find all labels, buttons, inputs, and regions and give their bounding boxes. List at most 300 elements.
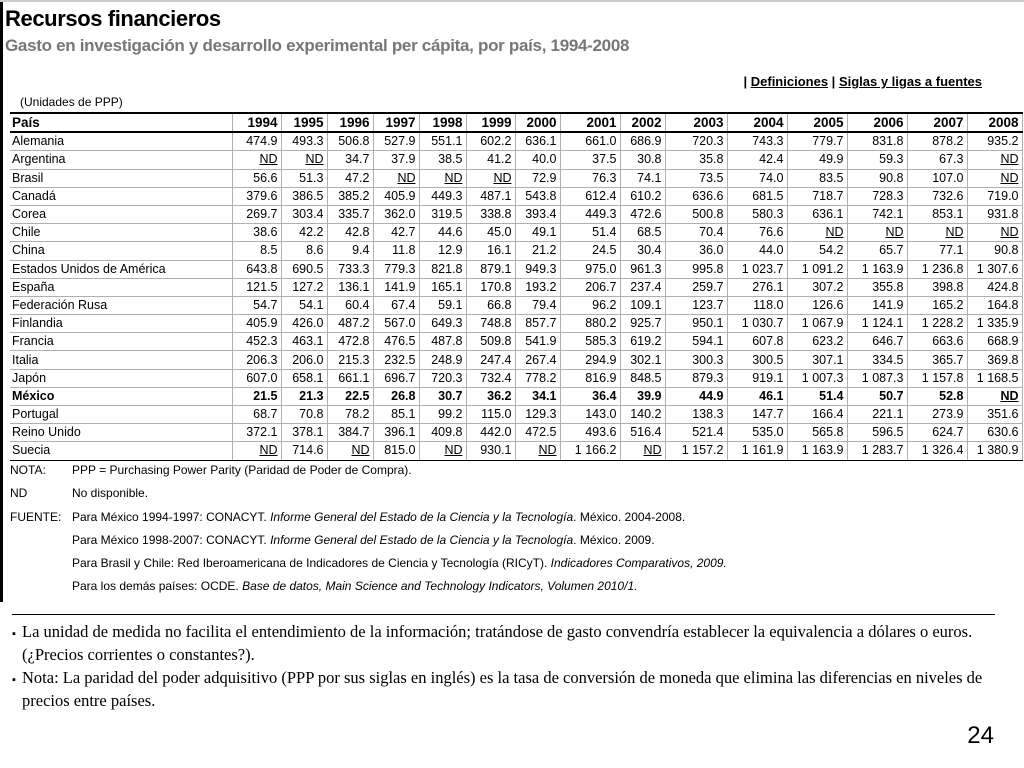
value-cell: 630.6 (967, 424, 1022, 442)
value-cell: 51.4 (787, 387, 847, 405)
value-cell: 369.8 (967, 351, 1022, 369)
value-cell: 661.1 (327, 369, 373, 387)
value-cell: 42.2 (281, 224, 327, 242)
value-cell: 123.7 (665, 296, 727, 314)
value-cell: 516.4 (620, 424, 665, 442)
value-cell: 138.3 (665, 406, 727, 424)
value-cell: ND (466, 169, 515, 187)
value-cell: 748.8 (466, 315, 515, 333)
value-cell: 831.8 (847, 132, 907, 151)
value-cell: 619.2 (620, 333, 665, 351)
year-column-header: 2000 (515, 113, 560, 132)
value-cell: 269.7 (232, 205, 281, 223)
value-cell: 70.4 (665, 224, 727, 242)
acronyms-link[interactable]: Siglas y ligas a fuentes (838, 74, 982, 89)
bullet-marker: ▪ (12, 628, 16, 640)
value-cell: 37.5 (560, 151, 620, 169)
value-cell: 59.1 (419, 296, 466, 314)
year-column-header: 2008 (967, 113, 1022, 132)
value-cell: 472.6 (620, 205, 665, 223)
value-cell: 405.9 (373, 187, 419, 205)
value-cell: 476.5 (373, 333, 419, 351)
value-cell: 506.8 (327, 132, 373, 151)
value-cell: 879.3 (665, 369, 727, 387)
value-cell: 610.2 (620, 187, 665, 205)
value-cell: 386.5 (281, 187, 327, 205)
value-cell: 594.1 (665, 333, 727, 351)
value-cell: 442.0 (466, 424, 515, 442)
value-cell: 121.5 (232, 278, 281, 296)
value-cell: 681.5 (727, 187, 787, 205)
value-cell: 919.1 (727, 369, 787, 387)
value-cell: 76.3 (560, 169, 620, 187)
value-cell: 778.2 (515, 369, 560, 387)
value-cell: 165.1 (419, 278, 466, 296)
value-cell: 1 163.9 (847, 260, 907, 278)
nd-text: No disponible. (72, 486, 149, 500)
value-cell: 816.9 (560, 369, 620, 387)
value-cell: 950.1 (665, 315, 727, 333)
value-cell: ND (281, 151, 327, 169)
year-column-header: 1997 (373, 113, 419, 132)
value-cell: 303.4 (281, 205, 327, 223)
value-cell: 733.3 (327, 260, 373, 278)
value-cell: 624.7 (907, 424, 967, 442)
value-cell: 74.0 (727, 169, 787, 187)
value-cell: 472.8 (327, 333, 373, 351)
page-title: Recursos financieros (5, 6, 221, 31)
country-cell: Alemania (10, 132, 232, 151)
value-cell: 22.5 (327, 387, 373, 405)
value-cell: 42.4 (727, 151, 787, 169)
value-cell: 300.5 (727, 351, 787, 369)
bullet-item (12, 620, 1007, 666)
value-cell: 1 124.1 (847, 315, 907, 333)
value-cell: 38.5 (419, 151, 466, 169)
country-cell: Italia (10, 351, 232, 369)
value-cell: 961.3 (620, 260, 665, 278)
link-separator: | (743, 74, 748, 89)
country-cell: Finlandia (10, 315, 232, 333)
source-2 (10, 533, 655, 547)
country-cell: Reino Unido (10, 424, 232, 442)
table-row (10, 260, 1022, 278)
value-cell: 815.0 (373, 442, 419, 460)
value-cell: 643.8 (232, 260, 281, 278)
value-cell: 384.7 (327, 424, 373, 442)
value-cell: ND (232, 442, 281, 460)
link-separator: | (831, 74, 836, 89)
country-cell: Brasil (10, 169, 232, 187)
value-cell: 426.0 (281, 315, 327, 333)
value-cell: 1 067.9 (787, 315, 847, 333)
year-column-header: 1995 (281, 113, 327, 132)
value-cell: 46.1 (727, 387, 787, 405)
value-cell: 879.1 (466, 260, 515, 278)
value-cell: 535.0 (727, 424, 787, 442)
value-cell: 72.9 (515, 169, 560, 187)
value-cell: 68.7 (232, 406, 281, 424)
value-cell: 36.0 (665, 242, 727, 260)
value-cell: 1 307.6 (967, 260, 1022, 278)
value-cell: 602.2 (466, 132, 515, 151)
value-cell: 273.9 (907, 406, 967, 424)
value-cell: 405.9 (232, 315, 281, 333)
value-cell: 136.1 (327, 278, 373, 296)
table-body (10, 132, 1022, 460)
table-row (10, 369, 1022, 387)
country-column-header: País (10, 113, 232, 132)
value-cell: 1 161.9 (727, 442, 787, 460)
year-column-header: 2004 (727, 113, 787, 132)
value-cell: 378.1 (281, 424, 327, 442)
value-cell: 67.4 (373, 296, 419, 314)
value-cell: 690.5 (281, 260, 327, 278)
value-cell: 41.2 (466, 151, 515, 169)
value-cell: 68.5 (620, 224, 665, 242)
value-cell: 334.5 (847, 351, 907, 369)
value-cell: 487.8 (419, 333, 466, 351)
value-cell: 54.2 (787, 242, 847, 260)
value-cell: 409.8 (419, 424, 466, 442)
value-cell: 686.9 (620, 132, 665, 151)
value-cell: 30.8 (620, 151, 665, 169)
value-cell: 779.3 (373, 260, 419, 278)
value-cell: 474.9 (232, 132, 281, 151)
value-cell: 452.3 (232, 333, 281, 351)
value-cell: 85.1 (373, 406, 419, 424)
value-cell: ND (847, 224, 907, 242)
value-cell: 96.2 (560, 296, 620, 314)
value-cell: 1 157.8 (907, 369, 967, 387)
value-cell: 636.1 (787, 205, 847, 223)
page-number: 24 (967, 722, 994, 749)
value-cell: 935.2 (967, 132, 1022, 151)
value-cell: 37.9 (373, 151, 419, 169)
value-cell: 487.2 (327, 315, 373, 333)
value-cell: 74.1 (620, 169, 665, 187)
value-cell: 51.3 (281, 169, 327, 187)
table-row (10, 187, 1022, 205)
value-cell: 493.3 (281, 132, 327, 151)
country-cell: Japón (10, 369, 232, 387)
value-cell: 126.6 (787, 296, 847, 314)
value-cell: 11.8 (373, 242, 419, 260)
value-cell: 35.8 (665, 151, 727, 169)
value-cell: 26.8 (373, 387, 419, 405)
value-cell: 99.2 (419, 406, 466, 424)
bullet-list (12, 620, 1007, 712)
value-cell: 141.9 (847, 296, 907, 314)
value-cell: 21.3 (281, 387, 327, 405)
value-cell: 232.5 (373, 351, 419, 369)
value-cell: 51.4 (560, 224, 620, 242)
country-cell: China (10, 242, 232, 260)
value-cell: 1 236.8 (907, 260, 967, 278)
value-cell: 487.1 (466, 187, 515, 205)
value-cell: 73.5 (665, 169, 727, 187)
value-cell: 79.4 (515, 296, 560, 314)
country-cell: México (10, 387, 232, 405)
value-cell: 743.3 (727, 132, 787, 151)
value-cell: 668.9 (967, 333, 1022, 351)
value-cell: 90.8 (967, 242, 1022, 260)
table-row (10, 442, 1022, 460)
value-cell: 164.8 (967, 296, 1022, 314)
value-cell: ND (907, 224, 967, 242)
value-cell: 541.9 (515, 333, 560, 351)
data-table (10, 112, 1023, 461)
value-cell: 44.6 (419, 224, 466, 242)
value-cell: 30.4 (620, 242, 665, 260)
value-cell: 247.4 (466, 351, 515, 369)
bullet-marker: ▪ (12, 674, 16, 686)
value-cell: 663.6 (907, 333, 967, 351)
table-row (10, 406, 1022, 424)
note-nd (10, 486, 148, 500)
value-cell: 206.0 (281, 351, 327, 369)
value-cell: 302.1 (620, 351, 665, 369)
value-cell: 166.4 (787, 406, 847, 424)
nd-label: ND (10, 486, 28, 500)
value-cell: 551.1 (419, 132, 466, 151)
value-cell: 732.6 (907, 187, 967, 205)
value-cell: 853.1 (907, 205, 967, 223)
note-text: PPP = Purchasing Power Parity (Paridad de Poder de Compra). (72, 463, 412, 477)
value-cell: 24.5 (560, 242, 620, 260)
value-cell: 50.7 (847, 387, 907, 405)
value-cell: 54.7 (232, 296, 281, 314)
table-row (10, 278, 1022, 296)
value-cell: ND (967, 387, 1022, 405)
value-cell: 1 007.3 (787, 369, 847, 387)
value-cell: 393.4 (515, 205, 560, 223)
value-cell: 66.8 (466, 296, 515, 314)
source-1 (10, 510, 685, 524)
value-cell: 193.2 (515, 278, 560, 296)
value-cell: 975.0 (560, 260, 620, 278)
value-cell: ND (373, 169, 419, 187)
value-cell: 36.4 (560, 387, 620, 405)
table-row (10, 169, 1022, 187)
value-cell: 52.8 (907, 387, 967, 405)
value-cell: 12.9 (419, 242, 466, 260)
value-cell: 500.8 (665, 205, 727, 223)
value-cell: 1 091.2 (787, 260, 847, 278)
value-cell: 319.5 (419, 205, 466, 223)
year-column-header: 2007 (907, 113, 967, 132)
value-cell: ND (515, 442, 560, 460)
table-row (10, 205, 1022, 223)
value-cell: 1 335.9 (967, 315, 1022, 333)
value-cell: 21.2 (515, 242, 560, 260)
value-cell: 931.8 (967, 205, 1022, 223)
year-column-header: 1996 (327, 113, 373, 132)
value-cell: 607.8 (727, 333, 787, 351)
table-row (10, 242, 1022, 260)
value-cell: 658.1 (281, 369, 327, 387)
year-column-header: 2005 (787, 113, 847, 132)
value-cell: 472.5 (515, 424, 560, 442)
value-cell: 848.5 (620, 369, 665, 387)
table-row (10, 315, 1022, 333)
value-cell: ND (419, 169, 466, 187)
value-cell: 206.3 (232, 351, 281, 369)
note-ppp (10, 463, 412, 477)
value-cell: 527.9 (373, 132, 419, 151)
value-cell: 300.3 (665, 351, 727, 369)
source-label: FUENTE: (10, 510, 62, 524)
value-cell: 38.6 (232, 224, 281, 242)
value-cell: 521.4 (665, 424, 727, 442)
value-cell: ND (967, 169, 1022, 187)
value-cell: 221.1 (847, 406, 907, 424)
table-row (10, 132, 1022, 151)
value-cell: 127.2 (281, 278, 327, 296)
left-border (0, 2, 3, 602)
value-cell: 779.7 (787, 132, 847, 151)
country-cell: Canadá (10, 187, 232, 205)
value-cell: ND (327, 442, 373, 460)
table-row (10, 224, 1022, 242)
country-cell: Chile (10, 224, 232, 242)
value-cell: 34.7 (327, 151, 373, 169)
value-cell: 143.0 (560, 406, 620, 424)
value-cell: 307.2 (787, 278, 847, 296)
value-cell: 147.7 (727, 406, 787, 424)
value-cell: 40.0 (515, 151, 560, 169)
country-cell: Estados Unidos de América (10, 260, 232, 278)
value-cell: 821.8 (419, 260, 466, 278)
value-cell: 720.3 (665, 132, 727, 151)
value-cell: 9.4 (327, 242, 373, 260)
header-links (743, 74, 982, 89)
value-cell: 8.5 (232, 242, 281, 260)
value-cell: 267.4 (515, 351, 560, 369)
value-cell: 65.7 (847, 242, 907, 260)
table-row (10, 333, 1022, 351)
value-cell: 90.8 (847, 169, 907, 187)
value-cell: 83.5 (787, 169, 847, 187)
value-cell: 493.6 (560, 424, 620, 442)
value-cell: 77.1 (907, 242, 967, 260)
value-cell: 76.6 (727, 224, 787, 242)
value-cell: 42.8 (327, 224, 373, 242)
value-cell: 118.0 (727, 296, 787, 314)
value-cell: 338.8 (466, 205, 515, 223)
value-cell: 42.7 (373, 224, 419, 242)
year-column-header: 2003 (665, 113, 727, 132)
value-cell: 59.3 (847, 151, 907, 169)
value-cell: 294.9 (560, 351, 620, 369)
value-cell: 276.1 (727, 278, 787, 296)
value-cell: 34.1 (515, 387, 560, 405)
value-cell: 396.1 (373, 424, 419, 442)
value-cell: 54.1 (281, 296, 327, 314)
value-cell: 857.7 (515, 315, 560, 333)
value-cell: 995.8 (665, 260, 727, 278)
value-cell: 719.0 (967, 187, 1022, 205)
source-4 (10, 579, 637, 593)
value-cell: 248.9 (419, 351, 466, 369)
value-cell: 67.3 (907, 151, 967, 169)
table-row (10, 296, 1022, 314)
bullet-text: La unidad de medida no facilita el entendimiento de la información; tratándose de gasto convendría establecer la equivalencia a dólares o euros. (¿Precios corrientes o constantes?). (22, 622, 973, 664)
value-cell: 165.2 (907, 296, 967, 314)
value-cell: ND (620, 442, 665, 460)
table-row (10, 424, 1022, 442)
value-cell: 335.7 (327, 205, 373, 223)
value-cell: 1 087.3 (847, 369, 907, 387)
value-cell: 49.9 (787, 151, 847, 169)
value-cell: 612.4 (560, 187, 620, 205)
value-cell: 449.3 (419, 187, 466, 205)
value-cell: 1 030.7 (727, 315, 787, 333)
source-3 (10, 556, 727, 570)
country-cell: Portugal (10, 406, 232, 424)
note-label: NOTA: (10, 463, 46, 477)
value-cell: 585.3 (560, 333, 620, 351)
table-row (10, 151, 1022, 169)
country-cell: Francia (10, 333, 232, 351)
value-cell: 16.1 (466, 242, 515, 260)
value-cell: 30.7 (419, 387, 466, 405)
year-column-header: 1998 (419, 113, 466, 132)
value-cell: 1 023.7 (727, 260, 787, 278)
value-cell: 646.7 (847, 333, 907, 351)
value-cell: 1 163.9 (787, 442, 847, 460)
value-cell: 728.3 (847, 187, 907, 205)
units-label: (Unidades de PPP) (20, 95, 123, 109)
definitions-link[interactable]: Definiciones (750, 74, 829, 89)
value-cell: 44.9 (665, 387, 727, 405)
value-cell: 949.3 (515, 260, 560, 278)
value-cell: 509.8 (466, 333, 515, 351)
value-cell: 925.7 (620, 315, 665, 333)
value-cell: 424.8 (967, 278, 1022, 296)
page-subtitle: Gasto en investigación y desarrollo experimental per cápita, por país, 1994-2008 (5, 36, 630, 55)
year-column-header: 1994 (232, 113, 281, 132)
value-cell: 649.3 (419, 315, 466, 333)
value-cell: 718.7 (787, 187, 847, 205)
value-cell: 696.7 (373, 369, 419, 387)
bullet-item (12, 666, 1007, 712)
value-cell: ND (419, 442, 466, 460)
value-cell: 115.0 (466, 406, 515, 424)
top-rule (0, 0, 1024, 2)
value-cell: 206.7 (560, 278, 620, 296)
value-cell: 385.2 (327, 187, 373, 205)
value-cell: 141.9 (373, 278, 419, 296)
table-row (10, 351, 1022, 369)
year-column-header: 2002 (620, 113, 665, 132)
value-cell: 129.3 (515, 406, 560, 424)
value-cell: 21.5 (232, 387, 281, 405)
value-cell: 355.8 (847, 278, 907, 296)
value-cell: 365.7 (907, 351, 967, 369)
table-row (10, 387, 1022, 405)
bullet-text: Nota: La paridad del poder adquisitivo (PPP por sus siglas en inglés) es la tasa de conversión de moneda que elimina las diferencias en niveles de precios entre países. (22, 668, 983, 710)
value-cell: 36.2 (466, 387, 515, 405)
value-cell: 70.8 (281, 406, 327, 424)
value-cell: ND (967, 224, 1022, 242)
value-cell: 580.3 (727, 205, 787, 223)
country-cell: Suecia (10, 442, 232, 460)
value-cell: 880.2 (560, 315, 620, 333)
value-cell: 596.5 (847, 424, 907, 442)
value-cell: 567.0 (373, 315, 419, 333)
country-cell: Argentina (10, 151, 232, 169)
